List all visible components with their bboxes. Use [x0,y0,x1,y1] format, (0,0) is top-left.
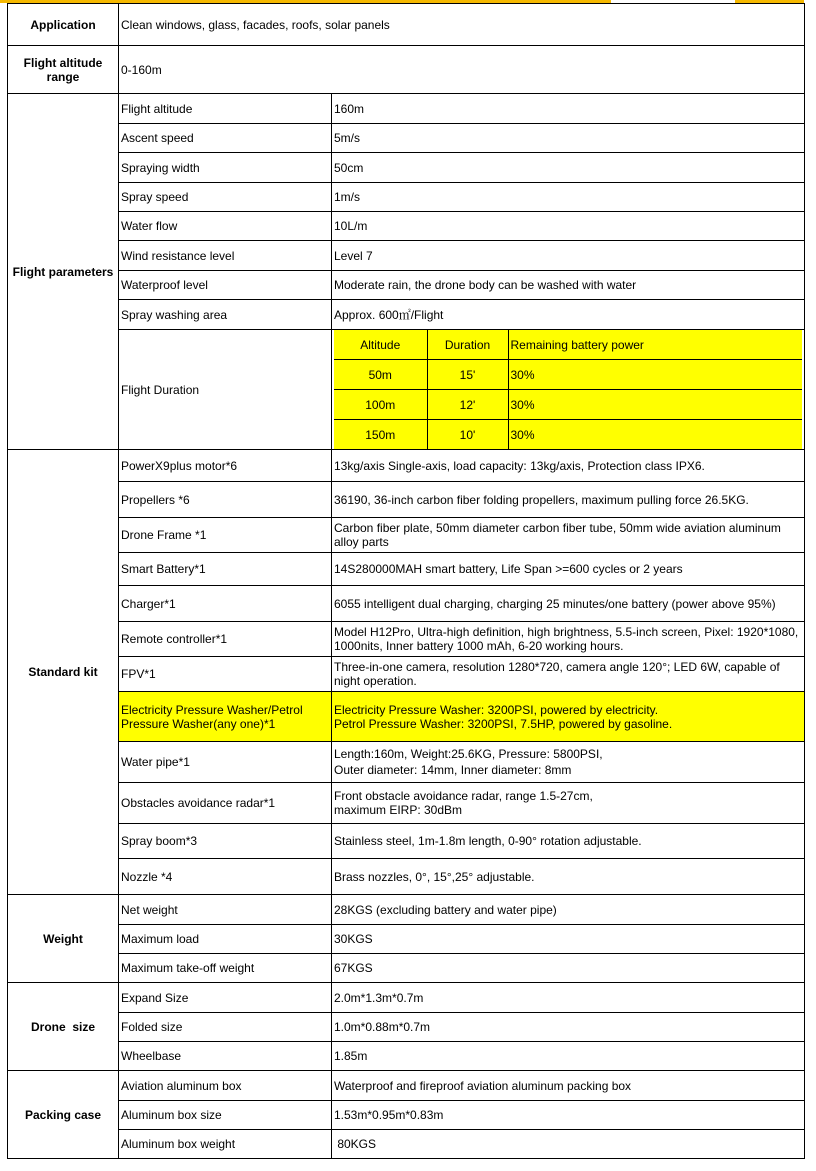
category-drone-size: Drone size [8,983,119,1071]
spec-name-flight-duration: Flight Duration [119,330,332,450]
spec-value: 0-160m [119,46,805,94]
table-row [8,241,805,271]
altitude-value: 50m [334,360,427,390]
spec-value: Brass nozzles, 0°, 15°,25° adjustable. [332,859,805,895]
spec-name: Wind resistance level [119,241,332,271]
spec-table [7,3,805,1159]
altitude-value: 150m [334,420,427,450]
spec-name: Drone Frame *1 [119,518,332,553]
table-row [8,153,805,183]
duration-value: 12' [427,390,508,420]
spec-value: 13kg/axis Single-axis, load capacity: 13kg/axis, Protection class IPX6. [332,450,805,482]
spec-name: Spray washing area [119,300,332,330]
spec-name: Aluminum box size [119,1101,332,1130]
spec-value: 67KGS [332,954,805,983]
spec-name: Flight altitude [119,94,332,124]
flight-duration-row [334,390,802,420]
spec-value-line: Electricity Pressure Washer: 3200PSI, powered by electricity. [334,702,659,717]
spec-value: Approx. 600㎡/Flight [332,300,805,330]
spec-name: Waterproof level [119,271,332,300]
flight-duration-table [334,330,802,449]
table-row [8,124,805,153]
spec-name: Wheelbase [119,1042,332,1071]
table-row [8,271,805,300]
table-row [8,482,805,518]
category-altitude-range: Flight altitude range [8,46,119,94]
table-row [8,1130,805,1159]
flight-duration-row [334,420,802,450]
header-remaining-battery: Remaining battery power [508,330,802,360]
table-row [8,300,805,330]
spec-value: Moderate rain, the drone body can be washed with water [332,271,805,300]
header-altitude: Altitude [334,330,427,360]
table-row [8,1101,805,1130]
table-row [8,586,805,622]
table-row [8,983,805,1013]
spec-value: 14S280000MAH smart battery, Life Span >=600 cycles or 2 years [332,553,805,586]
table-row [8,94,805,124]
spec-value-line: Length:160m, Weight:25.6KG, Pressure: 5800PSI, [334,747,603,761]
spec-value: 36190, 36-inch carbon fiber folding propellers, maximum pulling force 26.5KG. [332,482,805,518]
table-row [8,824,805,859]
table-row [8,46,805,94]
spec-name: Spraying width [119,153,332,183]
spec-name: Maximum load [119,925,332,954]
header-duration: Duration [427,330,508,360]
table-row [8,450,805,482]
spec-name: Folded size [119,1013,332,1042]
table-row [8,895,805,925]
duration-value: 15' [427,360,508,390]
table-row-highlighted [8,692,805,742]
spec-value: Model H12Pro, Ultra-high definition, high brightness, 5.5-inch screen, Pixel: 1920*1080, 1000nits, Inner battery 1000 mAh, 6-20 working hours. [332,622,805,657]
spec-value [332,783,805,824]
spec-value: 28KGS (excluding battery and water pipe) [332,895,805,925]
category-standard-kit: Standard kit [8,450,119,895]
table-row [8,954,805,983]
spec-name: Electricity Pressure Washer/Petrol Pressure Washer(any one)*1 [119,692,332,742]
table-row [8,742,805,783]
duration-value: 10' [427,420,508,450]
spec-value: 1m/s [332,183,805,212]
spec-name: FPV*1 [119,657,332,692]
spec-value: 1.53m*0.95m*0.83m [332,1101,805,1130]
spec-name: Aviation aluminum box [119,1071,332,1101]
spec-value: 80KGS [332,1130,805,1159]
spec-name: Spray speed [119,183,332,212]
spec-name: Remote controller*1 [119,622,332,657]
spec-value: Three-in-one camera, resolution 1280*720, camera angle 120°; LED 6W, capable of night operation. [332,657,805,692]
table-row [8,657,805,692]
spec-value: Waterproof and fireproof aviation aluminum packing box [332,1071,805,1101]
spec-value: 50cm [332,153,805,183]
spec-name: Spray boom*3 [119,824,332,859]
spec-name: Water flow [119,212,332,241]
spec-name: Ascent speed [119,124,332,153]
spec-value: 2.0m*1.3m*0.7m [332,983,805,1013]
table-row [8,4,805,46]
spec-name: Net weight [119,895,332,925]
spec-value-line: maximum EIRP: 30dBm [334,803,463,817]
table-row [8,212,805,241]
spec-name: Expand Size [119,983,332,1013]
spec-name: Nozzle *4 [119,859,332,895]
flight-duration-header [334,330,802,360]
table-row [8,330,805,450]
spec-value [332,742,805,783]
spec-value [332,692,805,742]
spec-value-line: Outer diameter: 14mm, Inner diameter: 8mm [334,763,572,777]
battery-value: 30% [508,390,802,420]
table-row [8,1013,805,1042]
spec-name: Maximum take-off weight [119,954,332,983]
flight-duration-cell [332,330,805,450]
category-flight-parameters: Flight parameters [8,94,119,450]
spec-value: 6055 intelligent dual charging, charging 25 minutes/one battery (power above 95%) [332,586,805,622]
spec-value: 30KGS [332,925,805,954]
spec-value: 160m [332,94,805,124]
spec-name: Aluminum box weight [119,1130,332,1159]
table-row [8,925,805,954]
table-row [8,553,805,586]
spec-value: 5m/s [332,124,805,153]
table-row [8,183,805,212]
spec-value: Clean windows, glass, facades, roofs, solar panels [119,4,805,46]
spec-name: Water pipe*1 [119,742,332,783]
category-weight: Weight [8,895,119,983]
spec-value-line: Front obstacle avoidance radar, range 1.5-27cm, [334,789,593,803]
altitude-value: 100m [334,390,427,420]
battery-value: 30% [508,360,802,390]
category-application: Application [8,4,119,46]
category-packing-case: Packing case [8,1071,119,1159]
table-row [8,859,805,895]
spec-value: Level 7 [332,241,805,271]
spec-value: 10L/m [332,212,805,241]
table-row [8,783,805,824]
battery-value: 30% [508,420,802,450]
table-row [8,622,805,657]
spec-value: Carbon fiber plate, 50mm diameter carbon fiber tube, 50mm wide aviation aluminum alloy parts [332,518,805,553]
table-row [8,1042,805,1071]
spec-name: Obstacles avoidance radar*1 [119,783,332,824]
spec-name: Smart Battery*1 [119,553,332,586]
spec-name: Propellers *6 [119,482,332,518]
spec-value-line: Petrol Pressure Washer: 3200PSI, 7.5HP, powered by gasoline. [334,716,673,731]
spec-name: PowerX9plus motor*6 [119,450,332,482]
spec-value: 1.0m*0.88m*0.7m [332,1013,805,1042]
table-row [8,518,805,553]
flight-duration-row [334,360,802,390]
spec-name: Charger*1 [119,586,332,622]
spec-value: Stainless steel, 1m-1.8m length, 0-90° rotation adjustable. [332,824,805,859]
table-row [8,1071,805,1101]
spec-value: 1.85m [332,1042,805,1071]
